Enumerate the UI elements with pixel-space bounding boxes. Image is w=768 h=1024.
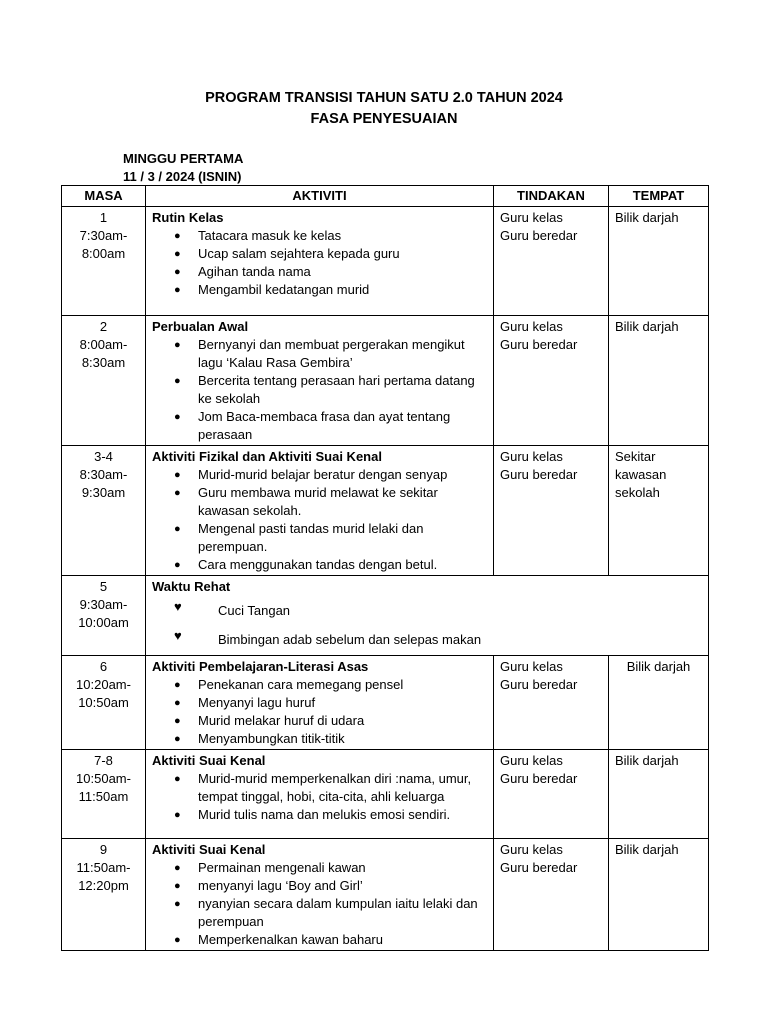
- bullet-icon: ●: [174, 898, 181, 910]
- table-row: [62, 207, 709, 316]
- time-end: 10:50am: [78, 695, 129, 710]
- bullet-icon: ●: [174, 523, 181, 535]
- list-item: [174, 712, 487, 730]
- activity-title: Rutin Kelas: [152, 210, 224, 225]
- tempat-cell: Bilik darjah: [609, 656, 709, 750]
- time-end: 8:00am: [81, 246, 126, 261]
- masa-cell: [62, 316, 146, 446]
- masa-cell: [62, 207, 146, 316]
- activity-list: [152, 227, 487, 299]
- list-item-text: Menyambungkan titik-titik: [198, 731, 345, 746]
- time-start: 8:00am-: [79, 337, 128, 352]
- masa-cell: [62, 750, 146, 839]
- bullet-icon: ●: [174, 375, 181, 387]
- list-item: [174, 245, 487, 263]
- session-number: 1: [99, 210, 108, 225]
- bullet-icon: ●: [174, 284, 181, 296]
- tindakan-cell: [494, 316, 609, 446]
- list-item: [152, 596, 702, 625]
- bullet-icon: ●: [174, 339, 181, 351]
- table-header-row: [62, 186, 709, 207]
- bullet-icon: ●: [174, 862, 181, 874]
- table-row: [62, 316, 709, 446]
- tindakan-line: Guru kelas: [500, 753, 563, 768]
- bullet-icon: ●: [174, 809, 181, 821]
- list-item-text: Memperkenalkan kawan baharu: [198, 932, 383, 947]
- list-item-text: Murid melakar huruf di udara: [198, 713, 365, 728]
- activity-title: Aktiviti Suai Kenal: [152, 753, 266, 768]
- masa-cell: [62, 576, 146, 656]
- tindakan-cell: [494, 750, 609, 839]
- list-item-text: Tatacara masuk ke kelas: [198, 228, 342, 243]
- list-item: [174, 408, 487, 444]
- session-number: 3-4: [94, 449, 113, 464]
- tempat-cell: Bilik darjah: [609, 316, 709, 446]
- table-row: [62, 839, 709, 951]
- list-item: [174, 806, 487, 824]
- session-number: 2: [99, 319, 108, 334]
- tindakan-line: Guru beredar: [500, 677, 578, 692]
- session-number: 9: [99, 842, 108, 857]
- bullet-icon: ●: [174, 733, 181, 745]
- time-start: 9:30am-: [79, 597, 128, 612]
- tempat-cell: Bilik darjah: [609, 207, 709, 316]
- list-item-text: Cara menggunakan tandas dengan betul.: [198, 557, 438, 572]
- tempat-cell: Sekitar kawasan sekolah: [609, 446, 709, 576]
- list-item: [174, 466, 487, 484]
- bullet-icon: ●: [174, 715, 181, 727]
- aktiviti-cell: [146, 446, 494, 576]
- bullet-icon: ●: [174, 934, 181, 946]
- activity-list: [152, 466, 487, 574]
- aktiviti-cell: [146, 656, 494, 750]
- document-title: PROGRAM TRANSISI TAHUN SATU 2.0 TAHUN 2024: [205, 90, 563, 106]
- list-item-text: Ucap salam sejahtera kepada guru: [198, 246, 400, 261]
- list-item: [174, 372, 487, 408]
- list-item-text: Bimbingan adab sebelum dan selepas makan: [218, 632, 482, 647]
- rehat-cell: [146, 576, 709, 656]
- masa-cell: [62, 656, 146, 750]
- aktiviti-cell: [146, 750, 494, 839]
- tindakan-line: Guru kelas: [500, 210, 563, 225]
- time-start: 11:50am-: [76, 860, 131, 875]
- header-masa: MASA: [62, 186, 146, 207]
- tindakan-cell: [494, 446, 609, 576]
- bullet-icon: ●: [174, 880, 181, 892]
- list-item: [174, 877, 487, 895]
- list-item-text: Agihan tanda nama: [198, 264, 311, 279]
- list-item-text: Mengambil kedatangan murid: [198, 282, 370, 297]
- time-end: 11:50am: [78, 789, 129, 804]
- bullet-icon: ●: [174, 266, 181, 278]
- activity-list: [152, 336, 487, 444]
- header-tempat: TEMPAT: [609, 186, 709, 207]
- aktiviti-cell: [146, 207, 494, 316]
- heart-icon: ♥: [174, 628, 182, 643]
- bullet-icon: ●: [174, 411, 181, 423]
- tindakan-line: Guru beredar: [500, 228, 578, 243]
- schedule-table: [61, 185, 709, 951]
- list-item-text: menyanyi lagu ‘Boy and Girl’: [198, 878, 363, 893]
- list-item: [174, 895, 487, 931]
- heart-icon: ♥: [174, 599, 182, 614]
- tindakan-cell: [494, 839, 609, 951]
- tindakan-cell: [494, 207, 609, 316]
- list-item-text: Menyanyi lagu huruf: [198, 695, 316, 710]
- tempat-cell: Bilik darjah: [609, 750, 709, 839]
- tindakan-line: Guru beredar: [500, 467, 578, 482]
- time-start: 10:20am-: [76, 677, 131, 692]
- list-item-text: Cuci Tangan: [218, 603, 291, 618]
- rehat-list: [152, 596, 702, 654]
- table-row: [62, 750, 709, 839]
- activity-title: Waktu Rehat: [152, 579, 231, 594]
- bullet-icon: ●: [174, 773, 181, 785]
- list-item-text: Murid-murid belajar beratur dengan senyap: [198, 467, 448, 482]
- masa-cell: [62, 839, 146, 951]
- table-row: [62, 446, 709, 576]
- list-item: [174, 676, 487, 694]
- time-end: 12:20pm: [78, 878, 129, 893]
- session-number: 6: [99, 659, 108, 674]
- tempat-cell: Bilik darjah: [609, 839, 709, 951]
- list-item: [174, 556, 487, 574]
- table-row: [62, 656, 709, 750]
- list-item: [174, 770, 487, 806]
- list-item-text: Murid tulis nama dan melukis emosi sendiri.: [198, 807, 451, 822]
- tindakan-cell: [494, 656, 609, 750]
- table-row: [62, 576, 709, 656]
- tindakan-line: Guru kelas: [500, 449, 563, 464]
- aktiviti-cell: [146, 839, 494, 951]
- bullet-icon: ●: [174, 487, 181, 499]
- list-item: [174, 227, 487, 245]
- tindakan-line: Guru kelas: [500, 659, 563, 674]
- list-item: [174, 281, 487, 299]
- list-item-text: Guru membawa murid melawat ke sekitar kawasan sekolah.: [198, 485, 438, 518]
- list-item-text: Permainan mengenali kawan: [198, 860, 366, 875]
- header-tindakan: TINDAKAN: [494, 186, 609, 207]
- activity-list: [152, 859, 487, 949]
- tindakan-line: Guru kelas: [500, 319, 563, 334]
- aktiviti-cell: [146, 316, 494, 446]
- list-item: [174, 931, 487, 949]
- activity-title: Aktiviti Pembelajaran-Literasi Asas: [152, 659, 369, 674]
- bullet-icon: ●: [174, 559, 181, 571]
- tindakan-line: Guru beredar: [500, 771, 578, 786]
- session-number: 5: [99, 579, 108, 594]
- list-item: [174, 484, 487, 520]
- tindakan-line: Guru beredar: [500, 860, 578, 875]
- time-start: 8:30am-: [79, 467, 128, 482]
- list-item: [174, 520, 487, 556]
- tindakan-line: Guru kelas: [500, 842, 563, 857]
- list-item-text: Mengenal pasti tandas murid lelaki dan perempuan.: [198, 521, 424, 554]
- time-end: 9:30am: [81, 485, 126, 500]
- week-label: MINGGU PERTAMA: [123, 151, 244, 166]
- masa-cell: [62, 446, 146, 576]
- time-end: 10:00am: [78, 615, 129, 630]
- list-item: [174, 336, 487, 372]
- list-item: [174, 263, 487, 281]
- bullet-icon: ●: [174, 469, 181, 481]
- bullet-icon: ●: [174, 248, 181, 260]
- time-start: 10:50am-: [76, 771, 131, 786]
- activity-list: [152, 676, 487, 748]
- list-item-text: Penekanan cara memegang pensel: [198, 677, 404, 692]
- list-item: [152, 625, 702, 654]
- tindakan-line: Guru beredar: [500, 337, 578, 352]
- activity-list: [152, 770, 487, 824]
- time-end: 8:30am: [81, 355, 126, 370]
- bullet-icon: ●: [174, 679, 181, 691]
- activity-title: Aktiviti Fizikal dan Aktiviti Suai Kenal: [152, 449, 382, 464]
- list-item-text: Bernyanyi dan membuat pergerakan mengikut lagu ‘Kalau Rasa Gembira’: [198, 337, 465, 370]
- list-item-text: Murid-murid memperkenalkan diri :nama, umur, tempat tinggal, hobi, cita-cita, ahli keluarga: [198, 771, 472, 804]
- time-start: 7:30am-: [79, 228, 128, 243]
- date-label: 11 / 3 / 2024 (ISNIN): [123, 169, 242, 184]
- list-item: [174, 694, 487, 712]
- document-subtitle: FASA PENYESUAIAN: [310, 111, 458, 127]
- header-aktiviti: AKTIVITI: [146, 186, 494, 207]
- list-item: [174, 859, 487, 877]
- activity-title: Perbualan Awal: [152, 319, 249, 334]
- list-item-text: Bercerita tentang perasaan hari pertama datang ke sekolah: [198, 373, 475, 406]
- activity-title: Aktiviti Suai Kenal: [152, 842, 266, 857]
- session-number: 7-8: [94, 753, 113, 768]
- list-item-text: nyanyian secara dalam kumpulan iaitu lelaki dan perempuan: [198, 896, 478, 929]
- list-item-text: Jom Baca-membaca frasa dan ayat tentang perasaan: [198, 409, 451, 442]
- bullet-icon: ●: [174, 697, 181, 709]
- list-item: [174, 730, 487, 748]
- bullet-icon: ●: [174, 230, 181, 242]
